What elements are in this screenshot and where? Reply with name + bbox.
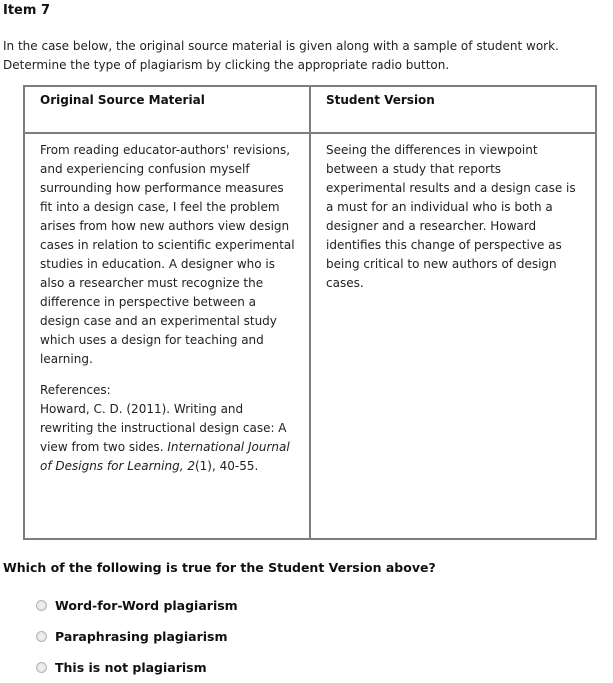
radio-button[interactable] — [36, 631, 47, 642]
comparison-table — [23, 85, 597, 540]
student-version-header: Student Version — [326, 93, 435, 107]
instructions-text: In the case below, the original source material is given along with a sample of student work. Determine the type of plagiarism by clicking the appropriate radio button. — [3, 39, 559, 72]
option-not-plagiarism[interactable] — [36, 652, 238, 683]
option-label: This is not plagiarism — [55, 660, 207, 675]
student-version-cell — [311, 134, 595, 293]
radio-button[interactable] — [36, 662, 47, 673]
original-source-text: From reading educator-authors' revisions, and experiencing confusion myself surrounding how performance measures fit into a design case, I feel the problem arises from how new authors view design cases in relation to scientific experimental studies in education. A designer who is also a researcher must recognize the difference in perspective between a design case and an experimental study which uses a design for teaching and learning. — [40, 143, 295, 366]
item-title: Item 7 — [3, 3, 50, 18]
reference-text-2: (1), 40-55. — [194, 459, 259, 473]
radio-button[interactable] — [36, 600, 47, 611]
original-source-cell — [25, 134, 309, 476]
reference-text-1: Howard, C. D. (2011). Writing and rewriting the instructional design case: A view from two sides. — [40, 402, 287, 454]
references-block — [40, 381, 295, 476]
option-word-for-word[interactable] — [36, 590, 238, 621]
reference-journal: International Journal of Designs for Learning, 2 — [40, 440, 290, 473]
original-source-header: Original Source Material — [40, 93, 205, 107]
option-label: Paraphrasing plagiarism — [55, 629, 228, 644]
reference-citation — [40, 400, 295, 476]
student-version-text: Seeing the differences in viewpoint between a study that reports experimental results and a design case is a must for an individual who is both a designer and a researcher. Howard identifies this change of perspective as being critical to new authors of design cases. — [326, 143, 576, 290]
question-text: Which of the following is true for the Student Version above? — [3, 560, 436, 575]
option-paraphrasing[interactable] — [36, 621, 238, 652]
answer-options — [36, 590, 238, 683]
references-label: References: — [40, 383, 111, 397]
option-label: Word-for-Word plagiarism — [55, 598, 238, 613]
